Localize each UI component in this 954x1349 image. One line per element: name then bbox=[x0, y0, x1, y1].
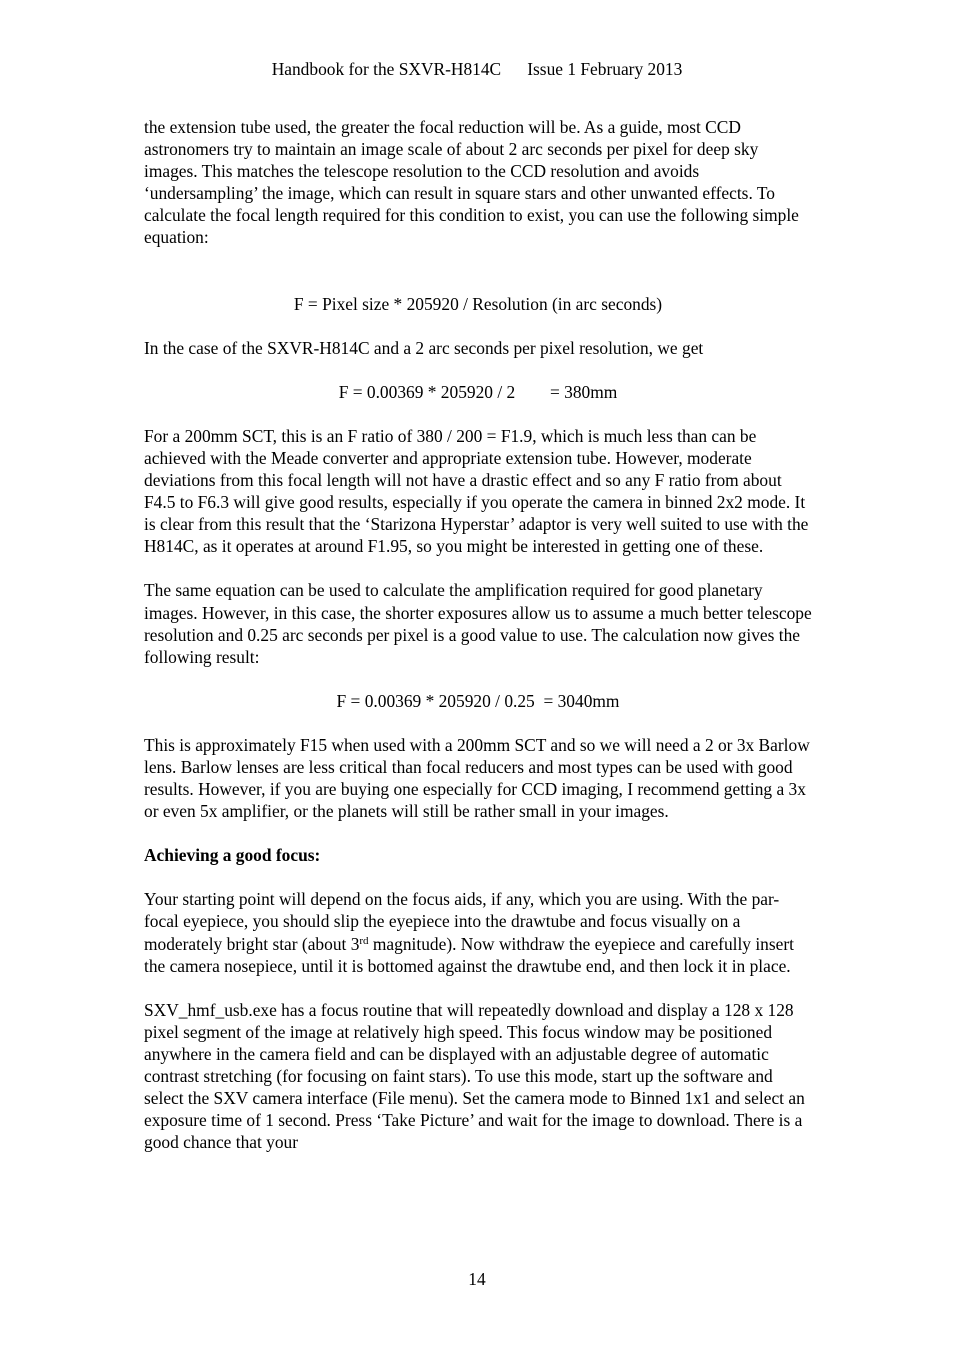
paragraph-barlow: This is approximately F15 when used with a 200mm SCT and so we will need a 2 or 3x Barlow lens. Barlow lenses are less critical than focal reducers and most types can be used with good results. However, if you are buying one especially for CCD imaging, I recommend getting a 3x or even 5x amplifier, or the planets will still be rather small in your images. bbox=[144, 734, 810, 822]
paragraph-starting-point-a: Your starting point will depend on the focus aids, if any, which you are using. With the par-focal eyepiece, you should slip the eyepiece into the drawtube and focus visually on a moderately bright star (about 3 bbox=[144, 889, 780, 954]
header-issue: Issue 1 February 2013 bbox=[527, 59, 683, 79]
equation-focal-length: F = Pixel size * 205920 / Resolution (in arc seconds) bbox=[293, 293, 663, 314]
page-header bbox=[0, 58, 954, 80]
equation-3040mm bbox=[144, 690, 812, 712]
equation-380mm-right: = 380mm bbox=[549, 381, 618, 402]
paragraph-focus-routine: SXV_hmf_usb.exe has a focus routine that will repeatedly download and display a 128 x 128 pixel segment of the image at relatively high speed. This focus window may be positioned anywhere in the camera field and can be displayed with an adjustable degree of automatic contrast stretching (for focusing on faint stars). To use this mode, start up the software and select the SXV camera interface (File menu). Set the camera mode to Binned 1x1 and select an exposure time of 1 second. Press ‘Take Picture’ and wait for the image to download. There is a good chance that your bbox=[144, 999, 805, 1153]
page-number: 14 bbox=[468, 1269, 486, 1289]
paragraph-extension-tube: the extension tube used, the greater the focal reduction will be. As a guide, most CCD astronomers try to maintain an image scale of about 2 arc seconds per pixel for deep sky images. This matches the telescope resolution to the CCD resolution and avoids ‘undersampling’ the image, which can result in square stars and other unwanted effects. To calculate the focal length required for this condition to exist, you can use the following simple equation: bbox=[144, 117, 799, 248]
paragraph-starting-point bbox=[144, 888, 812, 976]
equation-380mm bbox=[144, 381, 812, 403]
paragraph-200mm-sct: For a 200mm SCT, this is an F ratio of 380 / 200 = F1.9, which is much less than can be achieved with the Meade converter and appropriate extension tube. However, moderate deviations from this focal length will not have a drastic effect and so any F ratio from about F4.5 to F6.3 will give good results, especially if you operate the camera in binned 2x2 mode. It is clear from this result that the ‘Starizona Hyperstar’ adaptor is very well suited to use with the H814C, as it operates at around F1.95, so you might be interested in getting one of these. bbox=[144, 425, 809, 557]
header-title: Handbook for the SXVR-H814C bbox=[271, 59, 502, 79]
paragraph-starting-point-b: magnitude). Now withdraw the eyepiece and carefully insert the camera nosepiece, until it is bottomed against the drawtube end, and then lock it in place. bbox=[144, 933, 794, 976]
paragraph-case-sxvr: In the case of the SXVR-H814C and a 2 arc seconds per pixel resolution, we get bbox=[144, 337, 704, 358]
equation-3040mm-left: F = 0.00369 * 205920 / 0.25 bbox=[336, 690, 535, 711]
paragraph-planetary: The same equation can be used to calculate the amplification required for good planetary images. However, in this case, the shorter exposures allow us to assume a much better telescope resolution and 0.25 arc seconds per pixel is a good value to use. The calculation now gives the following result: bbox=[144, 580, 812, 667]
section-heading-focus: Achieving a good focus: bbox=[144, 845, 321, 866]
page-body bbox=[144, 116, 812, 1153]
superscript-rd: rd bbox=[359, 934, 369, 947]
equation-3040mm-right: = 3040mm bbox=[543, 690, 620, 711]
equation-380mm-left: F = 0.00369 * 205920 / 2 bbox=[338, 381, 516, 402]
